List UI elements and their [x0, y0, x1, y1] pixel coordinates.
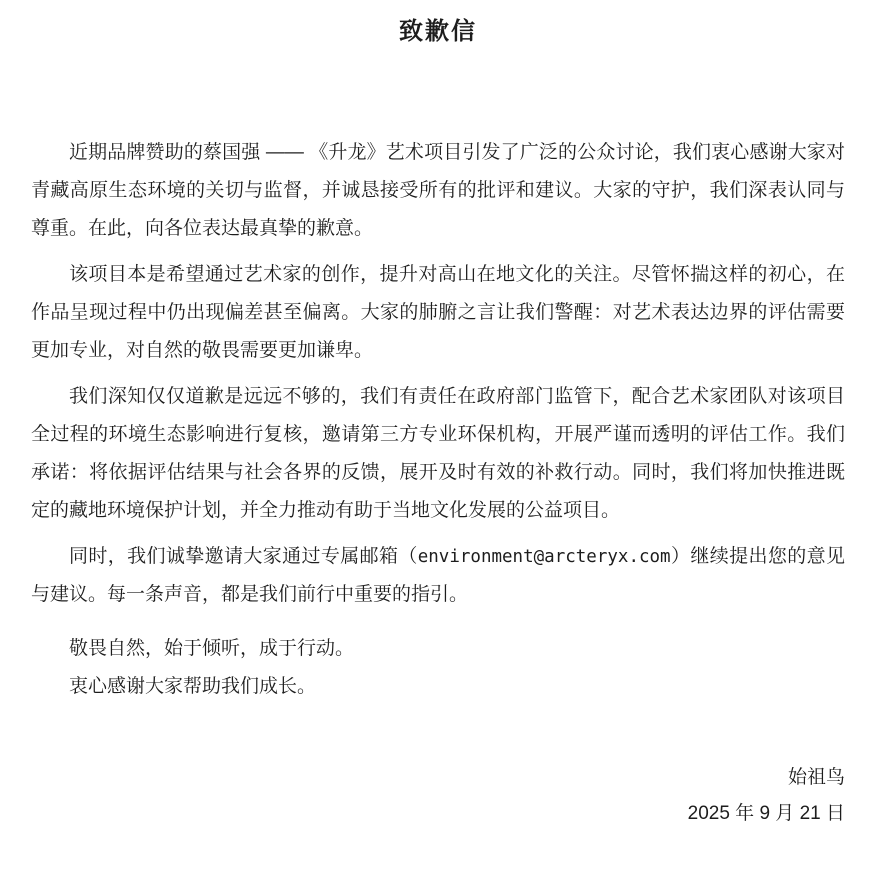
closing-line-motto: 敬畏自然，始于倾听，成于行动。 [69, 638, 355, 659]
paragraph-reflection: 该项目本是希望通过艺术家的创作，提升对高山在地文化的关注。尽管怀揣这样的初心，在作品呈现过程中仍出现偏差甚至偏离。大家的肺腑之言让我们警醒：对艺术表达边界的评估需要更加专业，对自然的敬畏需要更加谦卑。 [31, 264, 845, 361]
email-address: environment@arcteryx.com [417, 547, 671, 567]
signature-brand: 始祖鸟 [787, 767, 845, 788]
signature-date: 2025 年 9 月 21 日 [687, 803, 845, 824]
contact-text-before: 同时，我们诚挚邀请大家通过专属邮箱（ [69, 546, 418, 567]
paragraph-commitment: 我们深知仅仅道歉是远远不够的，我们有责任在政府部门监管下，配合艺术家团队对该项目全过程的环境生态影响进行复核，邀请第三方专业环保机构，开展严谨而透明的评估工作。我们承诺：将依据评估结果与社会各界的反馈，展开及时有效的补救行动。同时，我们将加快推进既定的藏地环境保护计划，并全力推动有助于当地文化发展的公益项目。 [31, 386, 845, 521]
paragraph-intro: 近期品牌赞助的蔡国强 —— 《升龙》艺术项目引发了广泛的公众讨论，我们衷心感谢大家对青藏高原生态环境的关切与监督，并诚恳接受所有的批评和建议。大家的守护，我们深表认同与尊重。在此，向各位表达最真挚的歉意。 [31, 142, 845, 239]
closing-line-thanks: 衷心感谢大家帮助我们成长。 [69, 676, 317, 697]
letter-title: 致歉信 [399, 18, 477, 45]
contact-text-after: ）继续提出您的意见与建议。每一条声音，都是我们前行中重要的指引。 [31, 546, 845, 605]
paragraph-contact [31, 538, 845, 614]
closing-block [31, 630, 845, 706]
letter-body [0, 134, 876, 832]
signature-block [31, 760, 845, 832]
